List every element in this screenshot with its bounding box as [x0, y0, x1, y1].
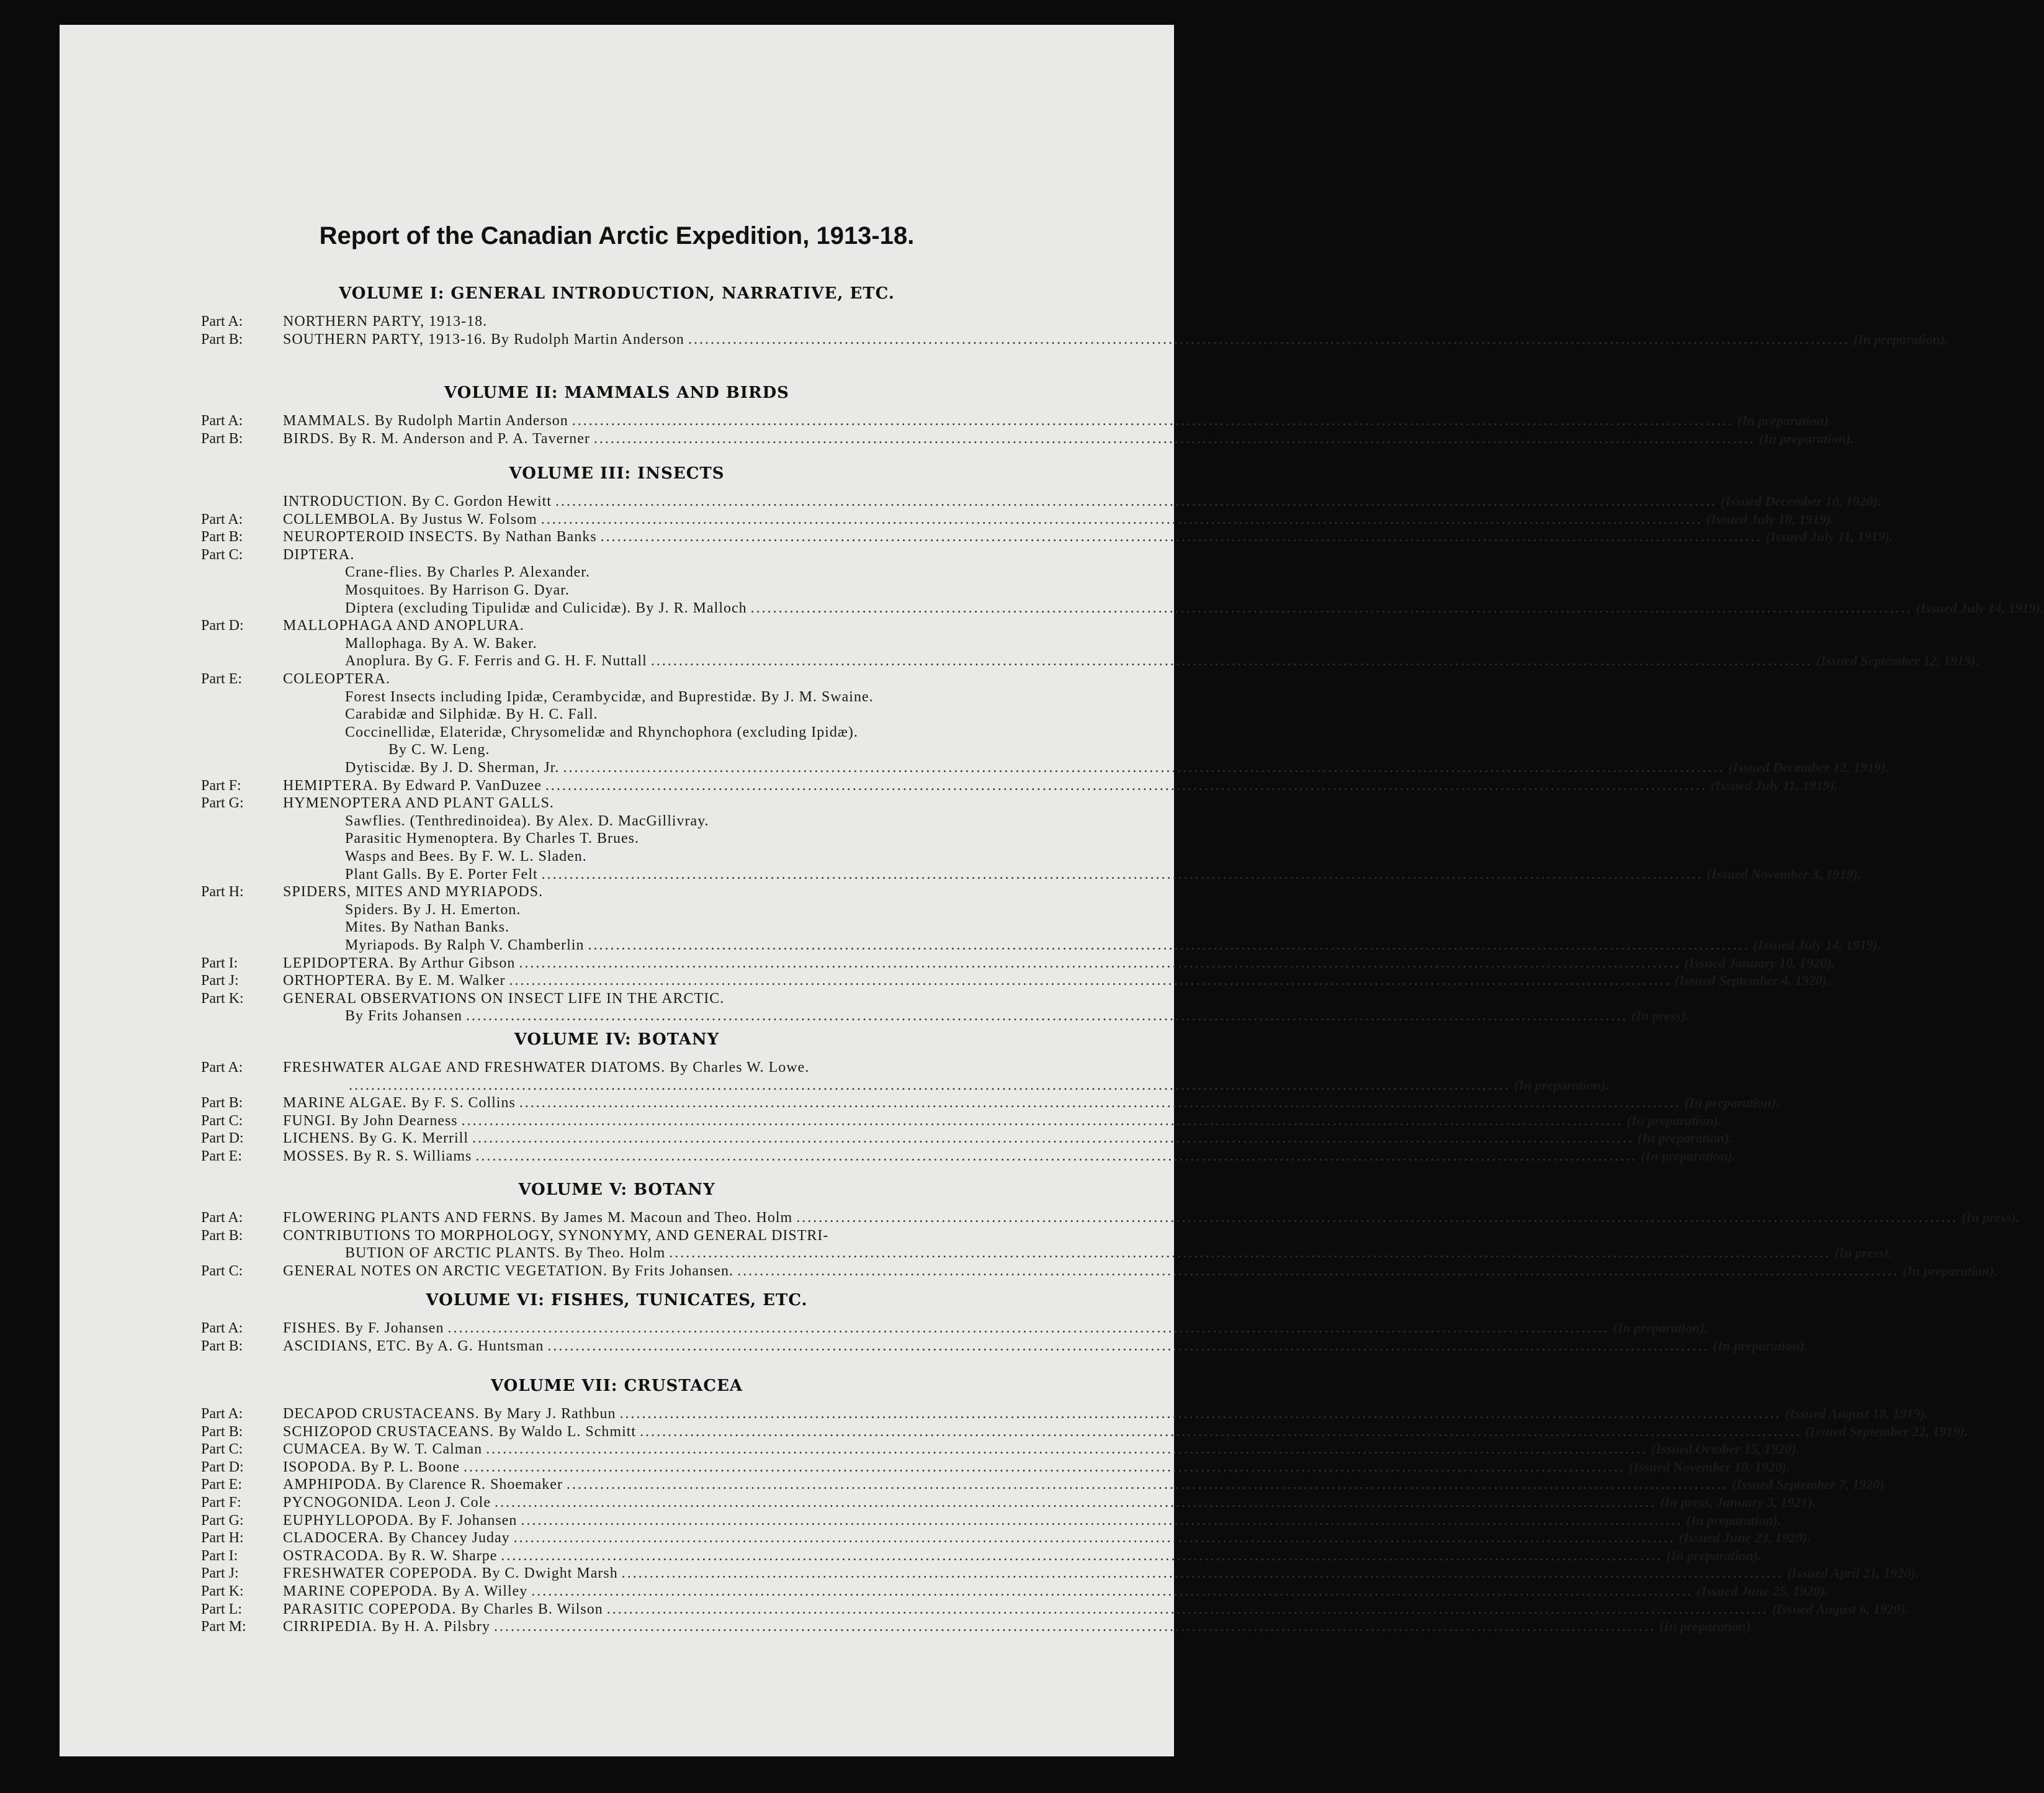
entry-line	[201, 794, 1157, 812]
part-label: Part E:	[201, 671, 242, 687]
entry-line	[201, 777, 1838, 794]
entry-text: PYCNOGONIDA. Leon J. Cole	[283, 1494, 491, 1511]
entry-text: CUMACEA. By W. T. Calman	[283, 1441, 483, 1457]
entry-line	[201, 1319, 1708, 1337]
part-label: Part J:	[201, 973, 239, 989]
publication-status: (In preparation).	[1514, 1077, 1609, 1093]
entry-line	[201, 600, 2044, 617]
entry-text: DECAPOD CRUSTACEANS. By Mary J. Rathbun	[283, 1406, 616, 1422]
volume-heading: VOLUME I: GENERAL INTRODUCTION, NARRATIVE, ETC.	[339, 284, 895, 303]
entry-text: Parasitic Hymenoptera. By Charles T. Brues.	[345, 830, 640, 847]
entry-line	[201, 430, 1854, 447]
part-label: Part G:	[201, 795, 244, 811]
publication-status: (Issued June 23, 1920).	[1679, 1530, 1811, 1545]
publication-status: (In preparation).	[1686, 1512, 1782, 1528]
entry-line	[201, 635, 1157, 652]
leader-dots	[447, 1319, 1609, 1337]
entry-line	[201, 1244, 1893, 1262]
publication-status: (In preparation).	[1641, 1148, 1736, 1164]
leader-dots	[545, 777, 1707, 794]
entry-text: By Frits Johansen	[345, 1008, 463, 1024]
leader-dots	[796, 1209, 1958, 1226]
part-label: Part F:	[201, 1494, 241, 1511]
entry-text: FRESHWATER COPEPODA. By C. Dwight Marsh	[283, 1565, 618, 1581]
entry-line	[201, 1583, 1829, 1600]
part-label: Part C:	[201, 1441, 243, 1457]
entry-text: LICHENS. By G. K. Merrill	[283, 1130, 468, 1146]
part-label: Part H:	[201, 884, 244, 900]
publication-status: (Issued November 3, 1919).	[1706, 866, 1862, 882]
entry-line	[201, 1440, 1800, 1458]
entry-text: CIRRIPEDIA. By H. A. Pilsbry	[283, 1619, 491, 1635]
part-label: Part A:	[201, 1406, 243, 1422]
entry-text: MARINE ALGAE. By F. S. Collins	[283, 1095, 516, 1111]
part-label: Part C:	[201, 547, 243, 563]
entry-line	[201, 688, 1157, 706]
leader-dots	[547, 1337, 1709, 1355]
document-page	[60, 25, 2044, 1756]
entry-line	[201, 972, 1831, 989]
entry-text: COLEOPTERA.	[283, 671, 390, 687]
publication-status: (Issued September 4, 1920).	[1674, 973, 1831, 988]
volume-heading: VOLUME III: INSECTS	[509, 464, 725, 483]
publication-status: (Issued August 6, 1920).	[1772, 1601, 1909, 1617]
leader-dots	[567, 1476, 1728, 1493]
leader-dots	[669, 1244, 1831, 1262]
entry-line	[201, 955, 1835, 972]
part-label: Part H:	[201, 1530, 244, 1546]
part-label: Part B:	[201, 529, 243, 545]
entry-text: FISHES. By F. Johansen	[283, 1320, 444, 1336]
entry-line	[201, 1148, 1736, 1165]
entry-text: MAMMALS. By Rudolph Martin Anderson	[283, 413, 568, 429]
entry-text: Dytiscidæ. By J. D. Sherman, Jr.	[345, 760, 560, 776]
publication-status: (Issued July 14, 1919).	[1753, 937, 1881, 953]
entry-text: Carabidæ and Silphidæ. By H. C. Fall.	[345, 706, 598, 722]
part-label: Part B:	[201, 1338, 243, 1354]
entry-line	[201, 1130, 1732, 1147]
entry-text: MALLOPHAGA AND ANOPLURA.	[283, 618, 524, 634]
entry-text: Mallophaga. By A. W. Baker.	[345, 636, 537, 652]
publication-status: (Issued December 12, 1919).	[1728, 760, 1889, 775]
part-label: Part L:	[201, 1601, 242, 1617]
leader-dots	[501, 1547, 1662, 1565]
entry-line	[201, 759, 1889, 776]
publication-status: (Issued July 10, 1919).	[1706, 511, 1834, 527]
leader-dots	[601, 528, 1762, 546]
entry-line	[201, 670, 1157, 688]
publication-status: (In preparation).	[1666, 1548, 1762, 1563]
entry-text: Forest Insects including Ipidæ, Cerambycidæ, and Buprestidæ. By J. M. Swaine.	[345, 689, 874, 705]
entry-text: SPIDERS, MITES AND MYRIAPODS.	[283, 884, 544, 900]
entry-line	[201, 1007, 1689, 1025]
entry-line	[201, 313, 1157, 330]
publication-status: (Issued July 14, 1919).	[1916, 600, 2044, 616]
entry-line	[201, 1059, 1157, 1076]
part-label: Part J:	[201, 1565, 239, 1581]
entry-line	[201, 582, 1157, 599]
publication-status: (In preparation).	[1759, 431, 1854, 446]
publication-status: (Issued July 11, 1919).	[1765, 529, 1893, 544]
part-label: Part D:	[201, 1130, 244, 1146]
entry-line	[201, 1209, 2020, 1226]
entry-line	[201, 741, 1157, 758]
entry-text: Mosquitoes. By Harrison G. Dyar.	[345, 582, 570, 598]
publication-status: (Issued August 18, 1919).	[1785, 1406, 1929, 1421]
leader-dots	[514, 1529, 1675, 1547]
entry-line	[201, 830, 1157, 847]
leader-dots	[541, 511, 1703, 528]
entry-line	[201, 724, 1157, 741]
entry-text: NEUROPTEROID INSECTS. By Nathan Banks	[283, 529, 597, 545]
part-label: Part C:	[201, 1263, 243, 1279]
publication-status: (In preparation).	[1737, 413, 1832, 428]
part-label: Part M:	[201, 1619, 246, 1635]
leader-dots	[349, 1077, 1510, 1094]
leader-dots	[607, 1601, 1768, 1618]
leader-dots	[495, 1494, 1656, 1511]
leader-dots	[475, 1148, 1637, 1165]
leader-dots	[594, 430, 1755, 447]
volume-heading: VOLUME V: BOTANY	[518, 1180, 715, 1199]
entry-text: GENERAL NOTES ON ARCTIC VEGETATION. By Frits Johansen.	[283, 1263, 734, 1279]
leader-dots	[640, 1423, 1801, 1440]
entry-line	[201, 511, 1834, 528]
entry-text: HYMENOPTERA AND PLANT GALLS.	[283, 795, 554, 811]
entry-line	[201, 528, 1893, 546]
entry-text: ISOPODA. By P. L. Boone	[283, 1459, 460, 1475]
leader-dots	[486, 1440, 1647, 1458]
publication-status: (Issued September 12, 1919).	[1816, 653, 1979, 668]
leader-dots	[572, 412, 1734, 429]
entry-line	[201, 1529, 1811, 1547]
entry-line	[201, 412, 1832, 429]
entry-line	[201, 1077, 1609, 1094]
part-label: Part K:	[201, 991, 244, 1007]
publication-status: (Issued July 11, 1919).	[1710, 778, 1838, 793]
entry-line	[201, 1458, 1790, 1476]
publication-status: (Issued December 10, 1920).	[1720, 493, 1881, 509]
entry-text: HEMIPTERA. By Edward P. VanDuzee	[283, 778, 542, 794]
part-label: Part I:	[201, 1548, 238, 1564]
entry-text: DIPTERA.	[283, 547, 355, 563]
part-label: Part D:	[201, 618, 244, 634]
entry-text: CONTRIBUTIONS TO MORPHOLOGY, SYNONYMY, AND GENERAL DISTRI-	[283, 1228, 829, 1244]
leader-dots	[619, 1405, 1781, 1422]
part-label: Part E:	[201, 1476, 242, 1493]
leader-dots	[531, 1583, 1693, 1600]
publication-status: (In preparation).	[1684, 1095, 1780, 1110]
leader-dots	[472, 1130, 1634, 1147]
entry-text: MOSSES. By R. S. Williams	[283, 1148, 472, 1164]
volume-heading: VOLUME IV: BOTANY	[514, 1030, 720, 1049]
entry-text: PARASITIC COPEPODA. By Charles B. Wilson	[283, 1601, 603, 1617]
entry-line	[201, 937, 1881, 954]
entry-line	[201, 812, 1157, 830]
entry-line	[201, 493, 1881, 510]
entry-line	[201, 990, 1157, 1007]
part-label: Part B:	[201, 1424, 243, 1440]
entry-line	[201, 901, 1157, 919]
volume-heading: VOLUME VII: CRUSTACEA	[490, 1377, 743, 1395]
entry-line	[201, 1494, 1816, 1511]
leader-dots	[521, 1512, 1682, 1529]
entry-text: CLADOCERA. By Chancey Juday	[283, 1530, 510, 1546]
publication-status: (In press, January 3, 1921).	[1659, 1494, 1816, 1510]
part-label: Part B:	[201, 1095, 243, 1111]
entry-text: ASCIDIANS, ETC. By A. G. Huntsman	[283, 1338, 544, 1354]
part-label: Part I:	[201, 955, 238, 971]
leader-dots	[519, 955, 1680, 972]
publication-status: (In preparation).	[1626, 1113, 1722, 1128]
volume-heading: VOLUME VI: FISHES, TUNICATES, ETC.	[426, 1291, 808, 1310]
leader-dots	[542, 866, 1703, 883]
entry-text: BIRDS. By R. M. Anderson and P. A. Taverner	[283, 431, 590, 447]
entry-text: OSTRACODA. By R. W. Sharpe	[283, 1548, 498, 1564]
entry-text: GENERAL OBSERVATIONS ON INSECT LIFE IN THE ARCTIC.	[283, 991, 725, 1007]
entry-line	[201, 617, 1157, 634]
leader-dots	[519, 1094, 1681, 1112]
entry-text: FLOWERING PLANTS AND FERNS. By James M. Macoun and Theo. Holm	[283, 1210, 793, 1226]
entry-text: LEPIDOPTERA. By Arthur Gibson	[283, 955, 516, 971]
entry-text: BUTION OF ARCTIC PLANTS. By Theo. Holm	[345, 1245, 666, 1261]
entry-text: Myriapods. By Ralph V. Chamberlin	[345, 937, 585, 953]
entry-line	[201, 652, 1979, 670]
entry-line	[201, 1618, 1754, 1635]
volume-heading: VOLUME II: MAMMALS AND BIRDS	[444, 384, 789, 402]
part-label: Part B:	[201, 431, 243, 447]
entry-line	[201, 848, 1157, 865]
entry-line	[201, 1601, 1909, 1618]
publication-status: (Issued January 10, 1920).	[1684, 955, 1835, 971]
entry-text: COLLEMBOLA. By Justus W. Folsom	[283, 511, 537, 528]
entry-line	[201, 1476, 1888, 1493]
entry-line	[201, 564, 1157, 581]
entry-text: Sawflies. (Tenthredinoidea). By Alex. D. MacGillivray.	[345, 813, 709, 829]
part-label: Part C:	[201, 1113, 243, 1129]
entry-line	[201, 1227, 1157, 1244]
entry-line	[201, 1547, 1762, 1565]
entry-text: INTRODUCTION. By C. Gordon Hewitt	[283, 493, 552, 510]
entry-line	[201, 866, 1862, 883]
part-label: Part A:	[201, 1059, 243, 1076]
entry-text: Diptera (excluding Tipulidæ and Culicidæ). By J. R. Malloch	[345, 600, 747, 616]
leader-dots	[462, 1112, 1623, 1130]
part-label: Part G:	[201, 1512, 244, 1529]
leader-dots	[466, 1007, 1628, 1025]
entry-line	[201, 1262, 1997, 1280]
entry-text: Anoplura. By G. F. Ferris and G. H. F. Nuttall	[345, 653, 647, 669]
entry-text: Crane-flies. By Charles P. Alexander.	[345, 564, 590, 580]
part-label: Part B:	[201, 1228, 243, 1244]
leader-dots	[622, 1565, 1783, 1582]
entry-text: MARINE COPEPODA. By A. Willey	[283, 1583, 528, 1599]
part-label: Part A:	[201, 313, 243, 330]
entry-line	[201, 883, 1157, 901]
entry-line	[201, 331, 1948, 348]
entry-text: Coccinellidæ, Elateridæ, Chrysomelidæ and Rhynchophora (excluding Ipidæ).	[345, 724, 858, 740]
part-label: Part A:	[201, 413, 243, 429]
leader-dots	[494, 1618, 1656, 1635]
entry-line	[201, 706, 1157, 723]
leader-dots	[509, 972, 1671, 989]
entry-text: By C. W. Leng.	[388, 742, 490, 758]
document-title: Report of the Canadian Arctic Expedition, 1913-18.	[319, 222, 915, 249]
publication-status: (In preparation).	[1637, 1130, 1732, 1146]
publication-status: (Issued October 15, 1920).	[1651, 1441, 1800, 1457]
entry-text: SCHIZOPOD CRUSTACEANS. By Waldo L. Schmitt	[283, 1424, 637, 1440]
entry-text: Plant Galls. By E. Porter Felt	[345, 866, 538, 883]
part-label: Part B:	[201, 331, 243, 348]
entry-text: EUPHYLLOPODA. By F. Johansen	[283, 1512, 518, 1529]
entry-line	[201, 1112, 1722, 1130]
part-label: Part D:	[201, 1459, 244, 1475]
entry-text: NORTHERN PARTY, 1913-18.	[283, 313, 488, 330]
publication-status: (In preparation).	[1903, 1263, 1997, 1278]
publication-status: (Issued April 21, 1920).	[1786, 1565, 1919, 1581]
publication-status: (In press).	[1961, 1210, 2020, 1225]
publication-status: (In preparation).	[1613, 1320, 1708, 1336]
leader-dots	[588, 937, 1749, 954]
leader-dots	[555, 493, 1717, 510]
part-label: Part K:	[201, 1583, 244, 1599]
entry-line	[201, 1565, 1919, 1582]
publication-status: (Issued June 25, 1920).	[1697, 1583, 1829, 1599]
entry-line	[201, 919, 1157, 936]
publication-status: (In press).	[1834, 1245, 1893, 1260]
entry-line	[201, 1405, 1929, 1422]
entry-line	[201, 1094, 1780, 1112]
entry-line	[201, 1337, 1808, 1355]
entry-text: SOUTHERN PARTY, 1913-16. By Rudolph Martin Anderson	[283, 331, 684, 348]
publication-status: (In press).	[1631, 1008, 1689, 1023]
publication-status: (Issued September 22, 1919).	[1805, 1424, 1968, 1439]
entry-line	[201, 1423, 1968, 1440]
leader-dots	[737, 1262, 1899, 1280]
leader-dots	[688, 331, 1850, 348]
leader-dots	[464, 1458, 1625, 1476]
publication-status: (In preparation).	[1659, 1619, 1754, 1634]
entry-line	[201, 1512, 1782, 1529]
leader-dots	[651, 652, 1813, 670]
leader-dots	[751, 600, 1912, 617]
part-label: Part A:	[201, 1210, 243, 1226]
publication-status: (In preparation).	[1853, 331, 1948, 347]
publication-status: (Issued November 10, 1920).	[1629, 1459, 1790, 1475]
part-label: Part A:	[201, 1320, 243, 1336]
entry-text: ORTHOPTERA. By E. M. Walker	[283, 973, 506, 989]
entry-text: AMPHIPODA. By Clarence R. Shoemaker	[283, 1476, 563, 1493]
publication-status: (Issued September 7, 1920).	[1731, 1476, 1888, 1492]
part-label: Part E:	[201, 1148, 242, 1164]
entry-text: FUNGI. By John Dearness	[283, 1113, 458, 1129]
entry-text: Spiders. By J. H. Emerton.	[345, 902, 521, 918]
leader-dots	[563, 759, 1724, 776]
publication-status: (In preparation).	[1713, 1338, 1808, 1354]
entry-line	[201, 546, 1157, 564]
part-label: Part A:	[201, 511, 243, 528]
entry-text: FRESHWATER ALGAE AND FRESHWATER DIATOMS. By Charles W. Lowe.	[283, 1059, 810, 1076]
entry-text: Mites. By Nathan Banks.	[345, 919, 509, 935]
entry-text: Wasps and Bees. By F. W. L. Sladen.	[345, 848, 587, 865]
part-label: Part F:	[201, 778, 241, 794]
